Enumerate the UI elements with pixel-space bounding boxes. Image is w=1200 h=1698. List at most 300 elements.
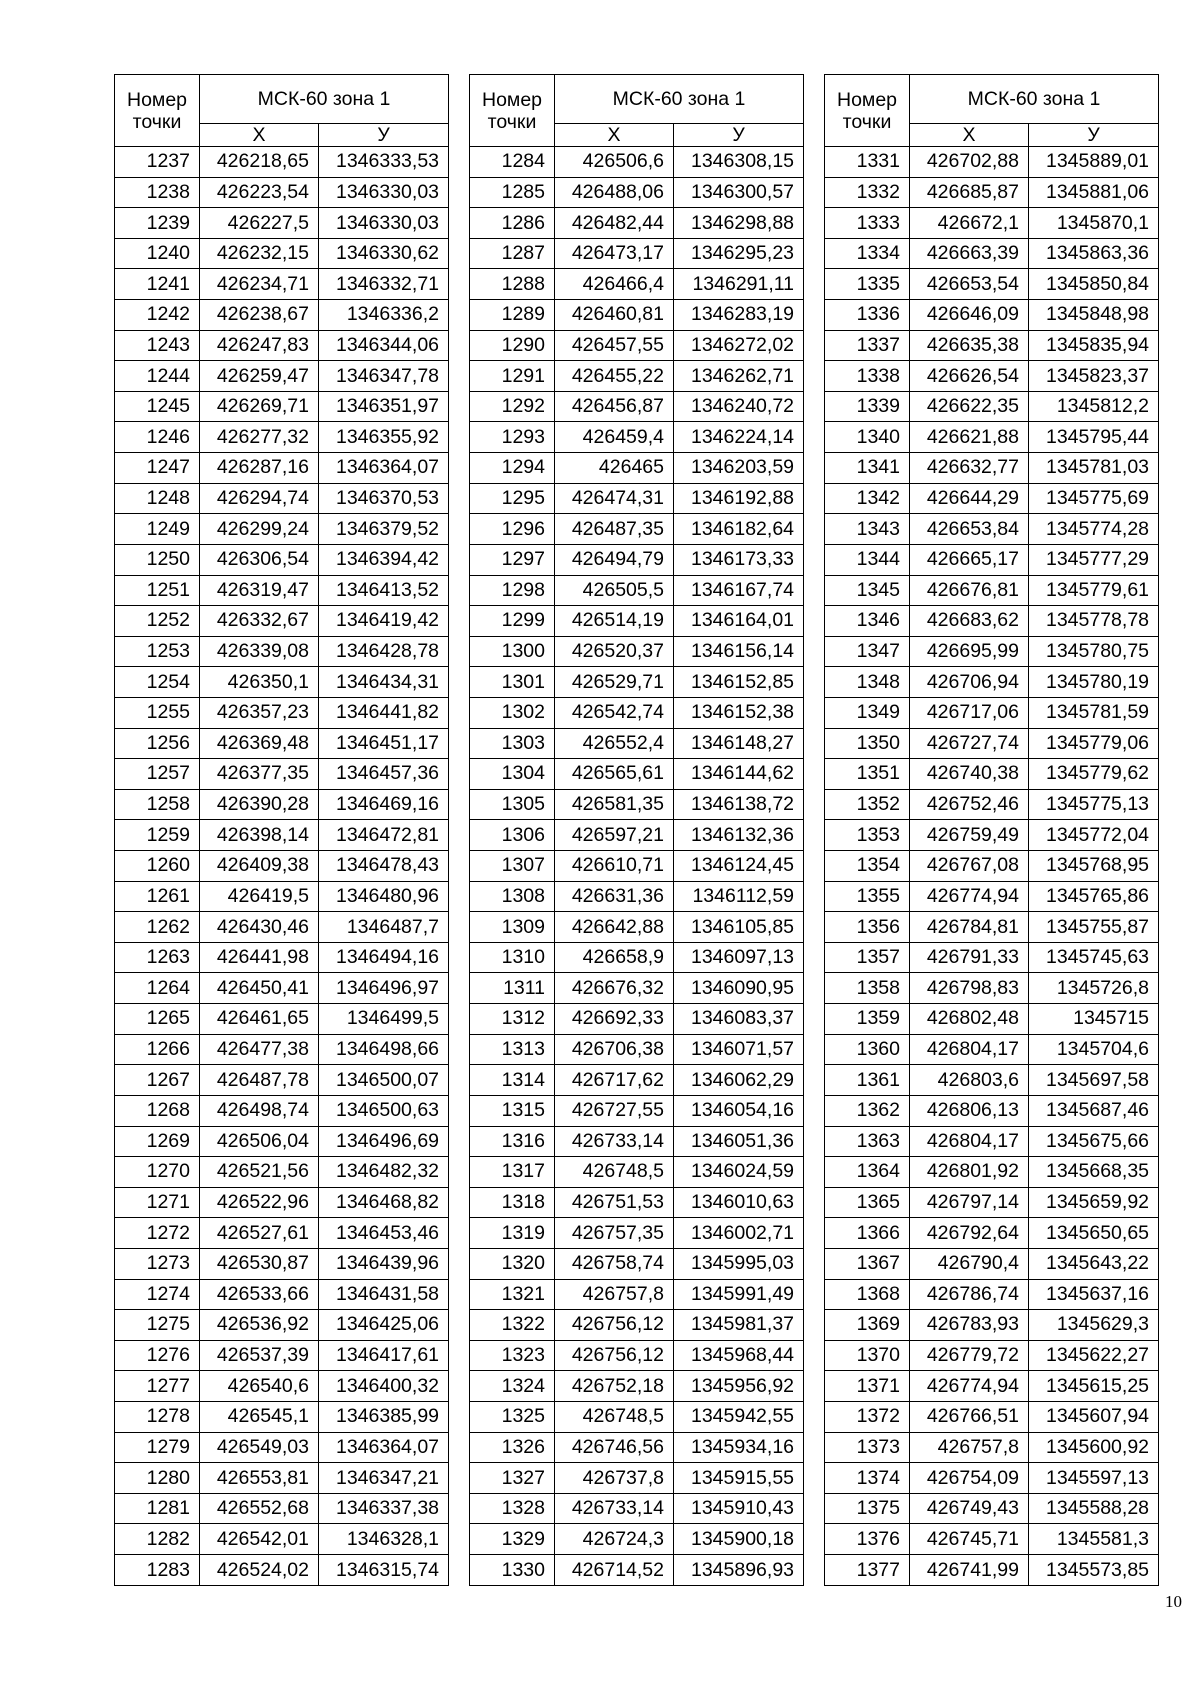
coordinate-system-header: МСК-60 зона 1 xyxy=(910,75,1159,124)
x-column-header: Х xyxy=(555,124,674,147)
x-coordinate-cell: 426610,71 xyxy=(555,851,674,882)
point-number-cell: 1267 xyxy=(115,1065,200,1096)
x-coordinate-cell: 426741,99 xyxy=(910,1555,1029,1586)
x-coordinate-cell: 426642,88 xyxy=(555,912,674,943)
point-number-cell: 1301 xyxy=(470,667,555,698)
x-coordinate-cell: 426505,5 xyxy=(555,575,674,606)
x-coordinate-cell: 426581,35 xyxy=(555,789,674,820)
point-number-cell: 1325 xyxy=(470,1401,555,1432)
x-coordinate-cell: 426757,35 xyxy=(555,1218,674,1249)
table-row xyxy=(825,881,1159,912)
point-number-cell: 1286 xyxy=(470,208,555,239)
table-body xyxy=(470,147,804,1586)
point-number-cell: 1305 xyxy=(470,789,555,820)
table-row xyxy=(115,1463,449,1494)
y-coordinate-cell: 1345779,06 xyxy=(1029,728,1159,759)
point-number-cell: 1347 xyxy=(825,636,910,667)
y-coordinate-cell: 1345659,92 xyxy=(1029,1187,1159,1218)
x-coordinate-cell: 426487,35 xyxy=(555,514,674,545)
x-coordinate-cell: 426801,92 xyxy=(910,1157,1029,1188)
y-coordinate-cell: 1346010,63 xyxy=(674,1187,804,1218)
y-coordinate-cell: 1345581,3 xyxy=(1029,1524,1159,1555)
y-coordinate-cell: 1345896,93 xyxy=(674,1555,804,1586)
y-coordinate-cell: 1345981,37 xyxy=(674,1310,804,1341)
y-coordinate-cell: 1345607,94 xyxy=(1029,1401,1159,1432)
y-coordinate-cell: 1346272,02 xyxy=(674,330,804,361)
x-coordinate-cell: 426740,38 xyxy=(910,759,1029,790)
table-row xyxy=(825,1371,1159,1402)
x-coordinate-cell: 426756,12 xyxy=(555,1310,674,1341)
x-coordinate-cell: 426259,47 xyxy=(200,361,319,392)
point-number-cell: 1282 xyxy=(115,1524,200,1555)
table-row xyxy=(115,575,449,606)
table-row xyxy=(115,544,449,575)
x-coordinate-cell: 426456,87 xyxy=(555,391,674,422)
x-coordinate-cell: 426774,94 xyxy=(910,881,1029,912)
point-number-cell: 1268 xyxy=(115,1095,200,1126)
table-row xyxy=(825,514,1159,545)
x-coordinate-cell: 426450,41 xyxy=(200,973,319,1004)
x-coordinate-cell: 426751,53 xyxy=(555,1187,674,1218)
table-row xyxy=(470,942,804,973)
point-number-cell: 1313 xyxy=(470,1034,555,1065)
x-coordinate-cell: 426779,72 xyxy=(910,1340,1029,1371)
y-coordinate-cell: 1345795,44 xyxy=(1029,422,1159,453)
table-row xyxy=(470,208,804,239)
table-row xyxy=(825,728,1159,759)
point-number-cell: 1254 xyxy=(115,667,200,698)
x-coordinate-cell: 426247,83 xyxy=(200,330,319,361)
y-coordinate-cell: 1345780,75 xyxy=(1029,636,1159,667)
y-coordinate-cell: 1345668,35 xyxy=(1029,1157,1159,1188)
x-coordinate-cell: 426804,17 xyxy=(910,1126,1029,1157)
x-coordinate-cell: 426774,94 xyxy=(910,1371,1029,1402)
table-row xyxy=(470,728,804,759)
table-row xyxy=(825,789,1159,820)
y-coordinate-cell: 1346071,57 xyxy=(674,1034,804,1065)
table-row xyxy=(825,1157,1159,1188)
point-number-cell: 1364 xyxy=(825,1157,910,1188)
y-coordinate-cell: 1346431,58 xyxy=(319,1279,449,1310)
coordinate-system-header: МСК-60 зона 1 xyxy=(200,75,449,124)
x-coordinate-cell: 426745,71 xyxy=(910,1524,1029,1555)
x-coordinate-cell: 426477,38 xyxy=(200,1034,319,1065)
x-coordinate-cell: 426635,38 xyxy=(910,330,1029,361)
point-number-cell: 1243 xyxy=(115,330,200,361)
table-row xyxy=(470,1126,804,1157)
point-number-cell: 1358 xyxy=(825,973,910,1004)
point-number-cell: 1310 xyxy=(470,942,555,973)
x-coordinate-cell: 426552,4 xyxy=(555,728,674,759)
y-coordinate-cell: 1346308,15 xyxy=(674,147,804,178)
y-coordinate-cell: 1346330,62 xyxy=(319,238,449,269)
table-row xyxy=(470,973,804,1004)
y-coordinate-cell: 1346105,85 xyxy=(674,912,804,943)
x-coordinate-cell: 426339,08 xyxy=(200,636,319,667)
point-number-cell: 1292 xyxy=(470,391,555,422)
page-number: 10 xyxy=(1165,1592,1182,1611)
x-coordinate-cell: 426332,67 xyxy=(200,606,319,637)
table-row xyxy=(825,1065,1159,1096)
y-coordinate-cell: 1346400,32 xyxy=(319,1371,449,1402)
point-number-cell: 1377 xyxy=(825,1555,910,1586)
coordinate-table-3 xyxy=(824,74,1159,1586)
table-row xyxy=(470,1310,804,1341)
x-coordinate-cell: 426234,71 xyxy=(200,269,319,300)
y-coordinate-cell: 1346051,36 xyxy=(674,1126,804,1157)
table-row xyxy=(470,575,804,606)
y-coordinate-cell: 1345780,19 xyxy=(1029,667,1159,698)
point-number-cell: 1371 xyxy=(825,1371,910,1402)
x-coordinate-cell: 426802,48 xyxy=(910,1004,1029,1035)
point-number-cell: 1284 xyxy=(470,147,555,178)
table-row xyxy=(470,1463,804,1494)
point-number-cell: 1270 xyxy=(115,1157,200,1188)
point-number-cell: 1258 xyxy=(115,789,200,820)
point-number-cell: 1241 xyxy=(115,269,200,300)
table-row xyxy=(470,544,804,575)
y-coordinate-cell: 1346144,62 xyxy=(674,759,804,790)
y-coordinate-cell: 1346315,74 xyxy=(319,1555,449,1586)
x-coordinate-cell: 426756,12 xyxy=(555,1340,674,1371)
y-coordinate-cell: 1345956,92 xyxy=(674,1371,804,1402)
table-row xyxy=(115,391,449,422)
point-number-cell: 1273 xyxy=(115,1248,200,1279)
x-coordinate-cell: 426791,33 xyxy=(910,942,1029,973)
table-row xyxy=(470,759,804,790)
table-row xyxy=(115,606,449,637)
y-coordinate-cell: 1346355,92 xyxy=(319,422,449,453)
y-coordinate-cell: 1346336,2 xyxy=(319,300,449,331)
y-coordinate-cell: 1346024,59 xyxy=(674,1157,804,1188)
table-row xyxy=(470,1555,804,1586)
y-coordinate-cell: 1346413,52 xyxy=(319,575,449,606)
y-coordinate-cell: 1345778,78 xyxy=(1029,606,1159,637)
point-number-cell: 1328 xyxy=(470,1493,555,1524)
point-number-cell: 1344 xyxy=(825,544,910,575)
x-coordinate-cell: 426706,38 xyxy=(555,1034,674,1065)
point-number-cell: 1299 xyxy=(470,606,555,637)
point-number-cell: 1281 xyxy=(115,1493,200,1524)
y-coordinate-cell: 1345850,84 xyxy=(1029,269,1159,300)
y-coordinate-cell: 1345597,13 xyxy=(1029,1463,1159,1494)
y-coordinate-cell: 1345942,55 xyxy=(674,1401,804,1432)
point-number-cell: 1336 xyxy=(825,300,910,331)
table-row xyxy=(470,1524,804,1555)
y-coordinate-cell: 1345774,28 xyxy=(1029,514,1159,545)
table-row xyxy=(115,1432,449,1463)
table-row xyxy=(825,697,1159,728)
point-number-cell: 1369 xyxy=(825,1310,910,1341)
table-row xyxy=(470,1279,804,1310)
point-number-cell: 1283 xyxy=(115,1555,200,1586)
y-coordinate-cell: 1345697,58 xyxy=(1029,1065,1159,1096)
table-row xyxy=(115,728,449,759)
y-coordinate-cell: 1345772,04 xyxy=(1029,820,1159,851)
point-number-cell: 1255 xyxy=(115,697,200,728)
x-coordinate-cell: 426663,39 xyxy=(910,238,1029,269)
point-number-cell: 1342 xyxy=(825,483,910,514)
y-coordinate-cell: 1346330,03 xyxy=(319,208,449,239)
point-number-cell: 1285 xyxy=(470,177,555,208)
point-number-cell: 1324 xyxy=(470,1371,555,1402)
point-number-cell: 1259 xyxy=(115,820,200,851)
table-row xyxy=(115,1401,449,1432)
x-coordinate-cell: 426695,99 xyxy=(910,636,1029,667)
x-coordinate-cell: 426398,14 xyxy=(200,820,319,851)
x-coordinate-cell: 426646,09 xyxy=(910,300,1029,331)
y-coordinate-cell: 1346441,82 xyxy=(319,697,449,728)
point-number-cell: 1294 xyxy=(470,453,555,484)
table-row xyxy=(115,208,449,239)
y-coordinate-cell: 1345715 xyxy=(1029,1004,1159,1035)
y-coordinate-cell: 1345870,1 xyxy=(1029,208,1159,239)
point-number-cell: 1278 xyxy=(115,1401,200,1432)
table-row xyxy=(115,1095,449,1126)
table-row xyxy=(115,1004,449,1035)
y-coordinate-cell: 1346439,96 xyxy=(319,1248,449,1279)
table-row xyxy=(115,1218,449,1249)
table-row xyxy=(825,1555,1159,1586)
y-coordinate-cell: 1346496,69 xyxy=(319,1126,449,1157)
table-row xyxy=(825,1524,1159,1555)
y-coordinate-cell: 1346333,53 xyxy=(319,147,449,178)
point-number-cell: 1353 xyxy=(825,820,910,851)
table-row xyxy=(115,1065,449,1096)
x-coordinate-cell: 426549,03 xyxy=(200,1432,319,1463)
point-number-cell: 1334 xyxy=(825,238,910,269)
x-coordinate-cell: 426685,87 xyxy=(910,177,1029,208)
table-body xyxy=(825,147,1159,1586)
x-coordinate-cell: 426277,32 xyxy=(200,422,319,453)
table-row xyxy=(825,667,1159,698)
table-row xyxy=(115,1034,449,1065)
y-coordinate-cell: 1346330,03 xyxy=(319,177,449,208)
table-row xyxy=(825,1034,1159,1065)
x-coordinate-cell: 426540,6 xyxy=(200,1371,319,1402)
table-row xyxy=(115,1371,449,1402)
point-number-cell: 1239 xyxy=(115,208,200,239)
table-row xyxy=(115,697,449,728)
x-coordinate-cell: 426766,51 xyxy=(910,1401,1029,1432)
x-coordinate-cell: 426306,54 xyxy=(200,544,319,575)
point-number-cell: 1240 xyxy=(115,238,200,269)
point-number-cell: 1351 xyxy=(825,759,910,790)
coordinate-tables xyxy=(114,74,1188,1586)
table-row xyxy=(825,1187,1159,1218)
x-coordinate-cell: 426653,84 xyxy=(910,514,1029,545)
table-row xyxy=(115,330,449,361)
table-row xyxy=(825,851,1159,882)
x-coordinate-cell: 426521,56 xyxy=(200,1157,319,1188)
y-coordinate-cell: 1345889,01 xyxy=(1029,147,1159,178)
y-coordinate-cell: 1346385,99 xyxy=(319,1401,449,1432)
x-coordinate-cell: 426683,62 xyxy=(910,606,1029,637)
point-number-cell: 1335 xyxy=(825,269,910,300)
table-row xyxy=(470,1157,804,1188)
point-number-cell: 1354 xyxy=(825,851,910,882)
table-row xyxy=(115,1187,449,1218)
x-coordinate-cell: 426702,88 xyxy=(910,147,1029,178)
point-number-cell: 1289 xyxy=(470,300,555,331)
point-number-cell: 1252 xyxy=(115,606,200,637)
x-coordinate-cell: 426529,71 xyxy=(555,667,674,698)
table-row xyxy=(470,453,804,484)
table-row xyxy=(115,514,449,545)
x-coordinate-cell: 426536,92 xyxy=(200,1310,319,1341)
table-row xyxy=(825,1095,1159,1126)
x-coordinate-cell: 426806,13 xyxy=(910,1095,1029,1126)
x-coordinate-cell: 426269,71 xyxy=(200,391,319,422)
point-number-cell: 1264 xyxy=(115,973,200,1004)
y-coordinate-cell: 1346083,37 xyxy=(674,1004,804,1035)
x-coordinate-cell: 426746,56 xyxy=(555,1432,674,1463)
y-coordinate-cell: 1346090,95 xyxy=(674,973,804,1004)
y-coordinate-cell: 1346351,97 xyxy=(319,391,449,422)
y-coordinate-cell: 1345615,25 xyxy=(1029,1371,1159,1402)
x-coordinate-cell: 426665,17 xyxy=(910,544,1029,575)
point-number-cell: 1375 xyxy=(825,1493,910,1524)
y-coordinate-cell: 1345779,61 xyxy=(1029,575,1159,606)
point-number-cell: 1266 xyxy=(115,1034,200,1065)
x-coordinate-cell: 426644,29 xyxy=(910,483,1029,514)
table-row xyxy=(115,269,449,300)
x-coordinate-cell: 426804,17 xyxy=(910,1034,1029,1065)
table-row xyxy=(470,1371,804,1402)
x-coordinate-cell: 426672,1 xyxy=(910,208,1029,239)
table-row xyxy=(115,147,449,178)
y-coordinate-cell: 1345915,55 xyxy=(674,1463,804,1494)
y-coordinate-cell: 1346332,71 xyxy=(319,269,449,300)
table-row xyxy=(825,1126,1159,1157)
table-row xyxy=(470,1218,804,1249)
y-coordinate-cell: 1345573,85 xyxy=(1029,1555,1159,1586)
point-number-cell: 1338 xyxy=(825,361,910,392)
x-coordinate-cell: 426758,74 xyxy=(555,1248,674,1279)
point-number-cell: 1274 xyxy=(115,1279,200,1310)
point-number-cell: 1256 xyxy=(115,728,200,759)
table-row xyxy=(825,606,1159,637)
y-coordinate-cell: 1345995,03 xyxy=(674,1248,804,1279)
x-coordinate-cell: 426537,39 xyxy=(200,1340,319,1371)
x-coordinate-cell: 426798,83 xyxy=(910,973,1029,1004)
y-coordinate-cell: 1346337,38 xyxy=(319,1493,449,1524)
y-coordinate-cell: 1346152,38 xyxy=(674,697,804,728)
y-coordinate-cell: 1346419,42 xyxy=(319,606,449,637)
table-row xyxy=(825,1463,1159,1494)
x-coordinate-cell: 426733,14 xyxy=(555,1126,674,1157)
x-coordinate-cell: 426459,4 xyxy=(555,422,674,453)
x-coordinate-cell: 426784,81 xyxy=(910,912,1029,943)
y-coordinate-cell: 1345726,8 xyxy=(1029,973,1159,1004)
x-coordinate-cell: 426482,44 xyxy=(555,208,674,239)
x-coordinate-cell: 426542,74 xyxy=(555,697,674,728)
y-coordinate-cell: 1346054,16 xyxy=(674,1095,804,1126)
point-number-cell: 1304 xyxy=(470,759,555,790)
x-coordinate-cell: 426653,54 xyxy=(910,269,1029,300)
x-coordinate-cell: 426752,18 xyxy=(555,1371,674,1402)
y-coordinate-cell: 1346500,07 xyxy=(319,1065,449,1096)
point-number-cell: 1332 xyxy=(825,177,910,208)
y-coordinate-cell: 1346370,53 xyxy=(319,483,449,514)
x-coordinate-cell: 426474,31 xyxy=(555,483,674,514)
x-coordinate-cell: 426797,14 xyxy=(910,1187,1029,1218)
x-coordinate-cell: 426752,46 xyxy=(910,789,1029,820)
y-coordinate-cell: 1345745,63 xyxy=(1029,942,1159,973)
y-coordinate-cell: 1346182,64 xyxy=(674,514,804,545)
x-coordinate-cell: 426294,74 xyxy=(200,483,319,514)
x-coordinate-cell: 426232,15 xyxy=(200,238,319,269)
point-number-cell: 1311 xyxy=(470,973,555,1004)
x-coordinate-cell: 426319,47 xyxy=(200,575,319,606)
point-number-cell: 1368 xyxy=(825,1279,910,1310)
table-row xyxy=(115,1310,449,1341)
x-column-header: Х xyxy=(200,124,319,147)
y-coordinate-cell: 1345588,28 xyxy=(1029,1493,1159,1524)
point-number-cell: 1356 xyxy=(825,912,910,943)
y-coordinate-cell: 1346451,17 xyxy=(319,728,449,759)
x-coordinate-cell: 426717,62 xyxy=(555,1065,674,1096)
point-number-cell: 1331 xyxy=(825,147,910,178)
table-body xyxy=(115,147,449,1586)
y-coordinate-cell: 1346417,61 xyxy=(319,1340,449,1371)
y-coordinate-cell: 1345991,49 xyxy=(674,1279,804,1310)
point-number-cell: 1374 xyxy=(825,1463,910,1494)
point-number-cell: 1357 xyxy=(825,942,910,973)
point-number-cell: 1360 xyxy=(825,1034,910,1065)
point-number-cell: 1275 xyxy=(115,1310,200,1341)
x-coordinate-cell: 426457,55 xyxy=(555,330,674,361)
point-number-cell: 1302 xyxy=(470,697,555,728)
table-row xyxy=(825,1310,1159,1341)
x-coordinate-cell: 426757,8 xyxy=(555,1279,674,1310)
point-number-cell: 1350 xyxy=(825,728,910,759)
point-number-cell: 1321 xyxy=(470,1279,555,1310)
x-coordinate-cell: 426498,74 xyxy=(200,1095,319,1126)
table-row xyxy=(470,1034,804,1065)
x-coordinate-cell: 426714,52 xyxy=(555,1555,674,1586)
x-coordinate-cell: 426238,67 xyxy=(200,300,319,331)
x-coordinate-cell: 426441,98 xyxy=(200,942,319,973)
table-row xyxy=(470,300,804,331)
point-number-cell: 1314 xyxy=(470,1065,555,1096)
y-coordinate-cell: 1346344,06 xyxy=(319,330,449,361)
x-coordinate-cell: 426706,94 xyxy=(910,667,1029,698)
x-coordinate-cell: 426553,81 xyxy=(200,1463,319,1494)
x-coordinate-cell: 426783,93 xyxy=(910,1310,1029,1341)
y-coordinate-cell: 1346498,66 xyxy=(319,1034,449,1065)
y-coordinate-cell: 1346364,07 xyxy=(319,453,449,484)
y-coordinate-cell: 1346425,06 xyxy=(319,1310,449,1341)
point-number-cell: 1366 xyxy=(825,1218,910,1249)
y-coordinate-cell: 1345643,22 xyxy=(1029,1248,1159,1279)
point-number-cell: 1237 xyxy=(115,147,200,178)
table-row xyxy=(115,483,449,514)
point-number-cell: 1249 xyxy=(115,514,200,545)
point-number-cell: 1253 xyxy=(115,636,200,667)
y-coordinate-cell: 1345775,13 xyxy=(1029,789,1159,820)
point-number-cell: 1260 xyxy=(115,851,200,882)
table-row xyxy=(115,300,449,331)
point-number-cell: 1320 xyxy=(470,1248,555,1279)
x-coordinate-cell: 426792,64 xyxy=(910,1218,1029,1249)
x-coordinate-cell: 426786,74 xyxy=(910,1279,1029,1310)
table-row xyxy=(825,330,1159,361)
x-coordinate-cell: 426223,54 xyxy=(200,177,319,208)
point-number-cell: 1265 xyxy=(115,1004,200,1035)
x-coordinate-cell: 426737,8 xyxy=(555,1463,674,1494)
y-coordinate-cell: 1346240,72 xyxy=(674,391,804,422)
